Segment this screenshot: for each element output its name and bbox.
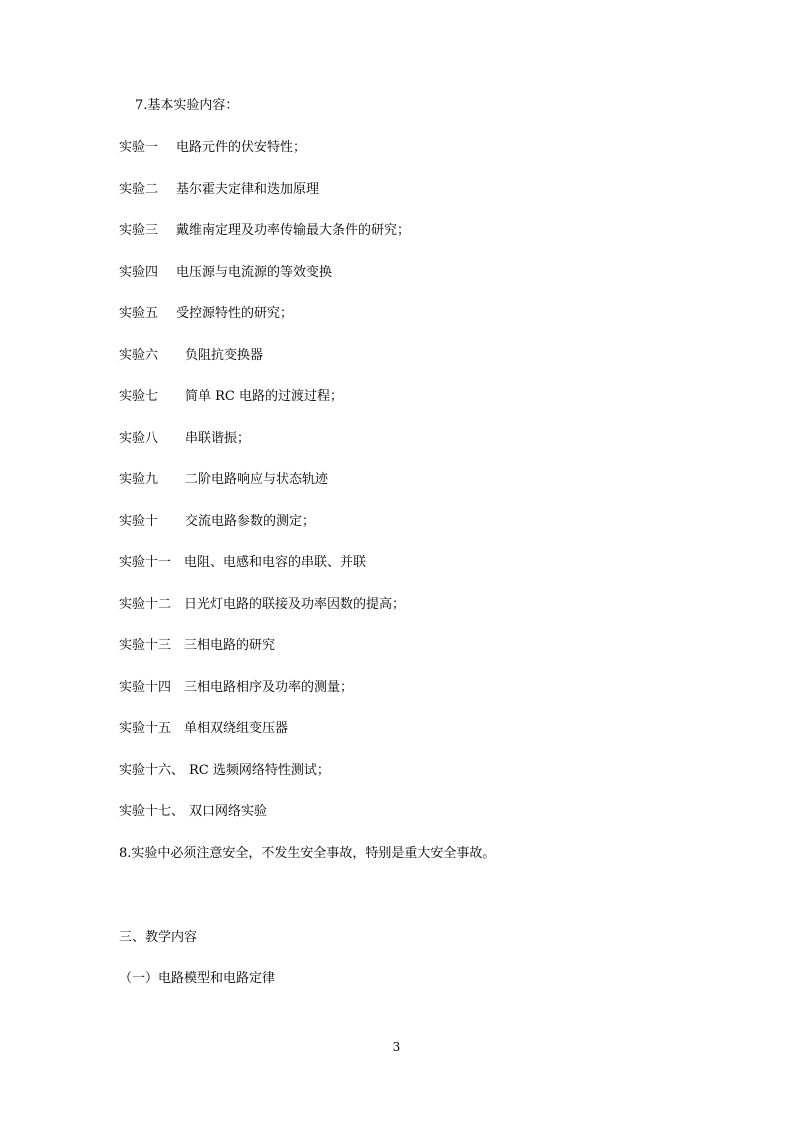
experiment-name: 实验十四: [119, 680, 172, 695]
experiment-desc: 负阻抗变换器: [185, 348, 264, 363]
experiment-desc: 三相电路相序及功率的测量；: [184, 680, 354, 695]
item-7-heading: 7.基本实验内容：: [135, 98, 239, 113]
experiment-desc: 简单 RC 电路的过渡过程；: [185, 389, 343, 404]
experiment-name: 实验五: [119, 306, 159, 321]
experiment-name: 实验十七、: [119, 804, 185, 819]
experiment-desc: RC 选频网络特性测试；: [189, 763, 330, 778]
experiment-desc: 二阶电路响应与状态轨迹: [185, 472, 329, 487]
experiment-name: 实验四: [119, 265, 159, 280]
page-number: 3: [392, 1040, 401, 1054]
experiment-name: 实验一: [119, 140, 159, 155]
experiment-desc: 电压源与电流源的等效变换: [176, 265, 333, 280]
experiment-desc: 三相电路的研究: [184, 638, 276, 653]
experiment-desc: 戴维南定理及功率传输最大条件的研究；: [176, 223, 411, 238]
experiment-desc: 双口网络实验: [189, 804, 268, 819]
experiment-desc: 串联谐振；: [185, 431, 251, 446]
experiment-desc: 电阻、电感和电容的串联、并联: [184, 555, 367, 570]
experiment-desc: 交流电路参数的测定；: [185, 514, 316, 529]
experiment-name: 实验八: [119, 431, 159, 446]
experiment-desc: 基尔霍夫定律和迭加原理: [176, 182, 320, 197]
experiment-name: 实验九: [119, 472, 159, 487]
experiment-name: 实验十二: [119, 597, 172, 612]
item-8-paragraph: 8.实验中必须注意安全，不发生安全事故，特别是重大安全事故。: [119, 846, 496, 861]
experiment-desc: 电路元件的伏安特性；: [176, 140, 307, 155]
experiment-name: 实验十五: [119, 721, 172, 736]
experiment-name: 实验十一: [119, 555, 172, 570]
experiment-name: 实验十三: [119, 638, 172, 653]
experiment-name: 实验六: [119, 348, 159, 363]
experiment-name: 实验七: [119, 389, 159, 404]
experiment-desc: 受控源特性的研究；: [176, 306, 294, 321]
section-heading: 三、教学内容: [119, 930, 198, 945]
experiment-name: 实验十: [119, 514, 159, 529]
experiment-desc: 日光灯电路的联接及功率因数的提高；: [184, 597, 406, 612]
experiment-name: 实验二: [119, 182, 159, 197]
experiment-name: 实验十六、: [119, 763, 185, 778]
experiment-desc: 单相双绕组变压器: [184, 721, 289, 736]
experiment-name: 实验三: [119, 223, 159, 238]
subsection-heading: （一）电路模型和电路定律: [119, 971, 276, 986]
